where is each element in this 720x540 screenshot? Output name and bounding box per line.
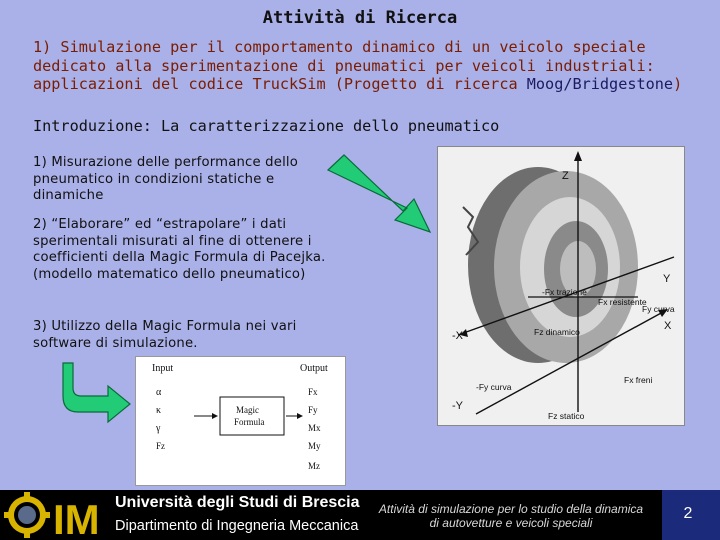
slide-title: Attività di Ricerca xyxy=(262,8,458,28)
label-fx-trazione: -Fx trazione xyxy=(542,287,587,297)
intro-project-name: Moog/Bridgestone xyxy=(526,75,674,93)
diagram-input-kappa: κ xyxy=(156,405,162,416)
point-3: 3) Utilizzo della Magic Formula nei vari software di simulazione. xyxy=(33,319,297,351)
diagonal-arrow-icon xyxy=(328,155,430,232)
intro-text: 1) Simulazione per il comportamento dinamico di un veicolo speciale dedicato alla sperimentazione di pneumatici per veicoli industriali: applicazioni del codice TruckSim (Progetto di ricerca xyxy=(33,38,655,93)
logo-im-text: IM xyxy=(53,496,100,540)
diagram-output-fx: Fx xyxy=(308,387,318,397)
label-fy-curva: Fy curva xyxy=(642,304,675,314)
label-z: Z xyxy=(562,170,569,182)
label-fz-dinamico: Fz dinamico xyxy=(534,327,580,337)
diagram-input-alpha: α xyxy=(156,387,162,398)
diagram-output-fy: Fy xyxy=(308,405,318,415)
diagram-output-mz: Mz xyxy=(308,461,320,471)
label-y: Y xyxy=(663,273,671,285)
label-fz-statico: Fz statico xyxy=(548,411,585,421)
point-1: 1) Misurazione delle performance dello pneumatico in condizioni statiche e dinamiche xyxy=(33,155,299,203)
diagram-input-gamma: γ xyxy=(156,423,161,434)
label-fx-resistente: Fx resistente xyxy=(598,297,647,307)
magic-formula-diagram xyxy=(135,356,346,486)
course-title-line2: di autovetture e veicoli speciali xyxy=(429,516,593,530)
university-logo xyxy=(3,490,111,540)
label-fx-freni: Fx freni xyxy=(624,375,653,385)
label-x: X xyxy=(664,320,672,332)
diagram-input-label: Input xyxy=(152,363,174,374)
diagram-input-fz: Fz xyxy=(156,441,165,451)
label-neg-y: -Y xyxy=(452,400,463,412)
diagram-box-line1: Magic xyxy=(236,405,259,415)
intro-close-paren: ) xyxy=(673,75,683,93)
department-name: Dipartimento di Ingegneria Meccanica xyxy=(115,518,359,534)
point-2: 2) “Elaborare” ed “estrapolare” i dati sperimentali misurati al fine di ottenere i coefficienti della Magic Formula di Pacejka.(modello matematico dello pneumatico) xyxy=(33,217,326,282)
course-title-line1: Attività di simulazione per lo studio della dinamica xyxy=(378,502,644,516)
label-neg-fy-curva: -Fy curva xyxy=(476,382,512,392)
gear-icon xyxy=(4,492,50,538)
diagram-output-label: Output xyxy=(300,363,328,374)
university-name: Università degli Studi di Brescia xyxy=(115,494,360,511)
diagram-output-my: My xyxy=(308,441,321,451)
diagram-box-line2: Formula xyxy=(234,417,265,427)
section-subtitle: Introduzione: La caratterizzazione dello pneumatico xyxy=(33,117,500,135)
page-number: 2 xyxy=(683,505,693,522)
tyre-forces-figure xyxy=(437,146,685,426)
label-neg-x: -X xyxy=(452,330,463,342)
curved-arrow-icon xyxy=(63,363,130,422)
diagram-output-mx: Mx xyxy=(308,423,321,433)
